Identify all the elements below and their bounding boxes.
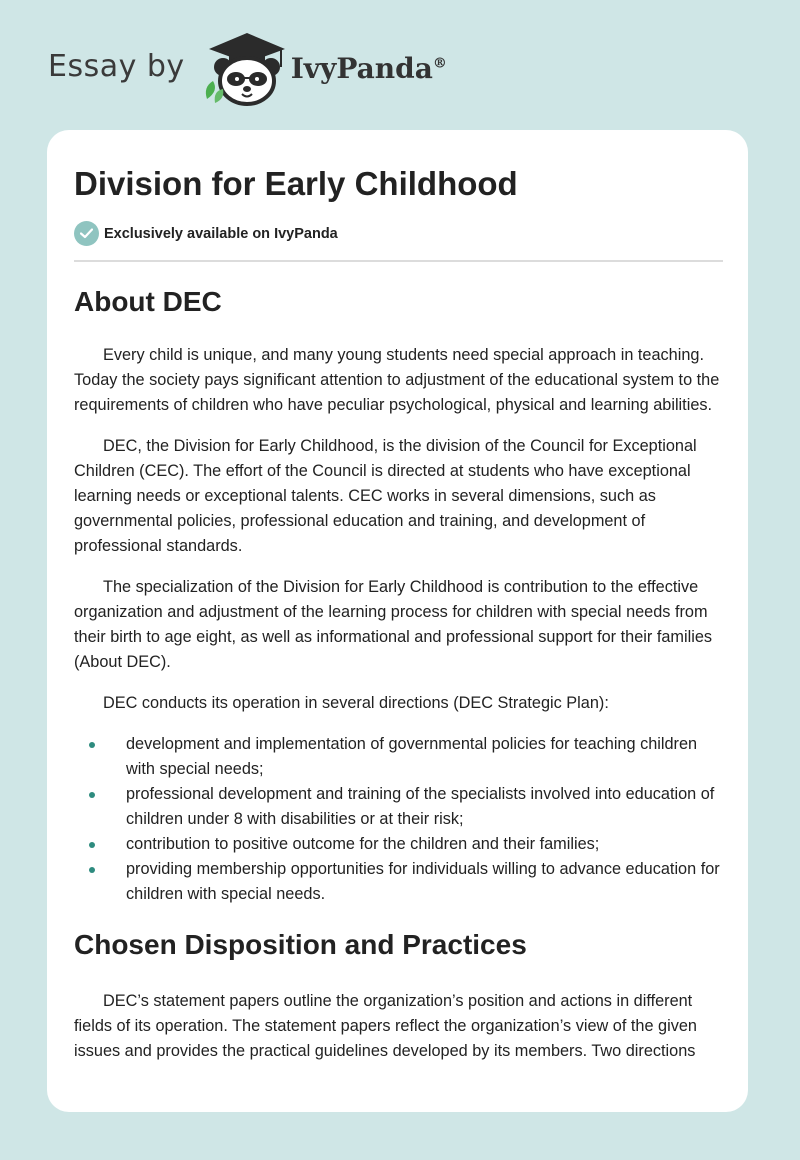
paragraph: DEC, the Division for Early Childhood, is the division of the Council for Exceptional Children (CEC). The effort of the Council is directed at students who have exceptional learning needs or exceptional talents. CEC works in several dimensions, such as governmental policies, professional education and training, and development of professional standards.	[74, 437, 697, 555]
title-divider	[74, 260, 723, 262]
brand-name[interactable]	[291, 52, 447, 85]
panda-logo-icon[interactable]	[199, 29, 289, 107]
page-title: Division for Early Childhood	[74, 165, 518, 202]
brand-text: IvyPanda	[290, 51, 433, 85]
paragraph: The specialization of the Division for Early Childhood is contribution to the effective organization and adjustment of the learning process for children with special needs from their birth to age eight, as well as informational and professional support for their families (About DEC).	[74, 578, 713, 671]
exclusive-label: Exclusively available on IvyPanda	[104, 225, 338, 242]
registered-mark: ®	[432, 55, 447, 72]
paragraph: Every child is unique, and many young students need special approach in teaching. Today the society pays significant attention to adjustment of the educational system to the requirements of children who have peculiar psychological, physical and learning abilities.	[74, 346, 720, 414]
directions-list	[74, 732, 724, 907]
section-heading-about: About DEC	[74, 286, 222, 317]
list-item: development and implementation of governmental policies for teaching children with special needs;	[74, 732, 724, 782]
site-header	[48, 30, 748, 110]
check-icon	[74, 221, 99, 246]
list-item: contribution to positive outcome for the children and their families;	[74, 832, 724, 857]
list-item: professional development and training of the specialists involved into education of children under 8 with disabilities or at their risk;	[74, 782, 724, 832]
article-card	[47, 130, 748, 1112]
paragraph: DEC conducts its operation in several directions (DEC Strategic Plan):	[103, 694, 609, 712]
essay-by-label: Essay by	[48, 48, 185, 84]
exclusive-badge	[74, 221, 722, 246]
paragraph: DEC’s statement papers outline the organization’s position and actions in different fields of its operation. The statement papers reflect the organization’s view of the given issues and provides the practical guidelines developed by its members. Two directions	[74, 992, 697, 1060]
section-heading-disposition: Chosen Disposition and Practices	[74, 929, 527, 960]
list-item: providing membership opportunities for individuals willing to advance education for children with special needs.	[74, 857, 724, 907]
